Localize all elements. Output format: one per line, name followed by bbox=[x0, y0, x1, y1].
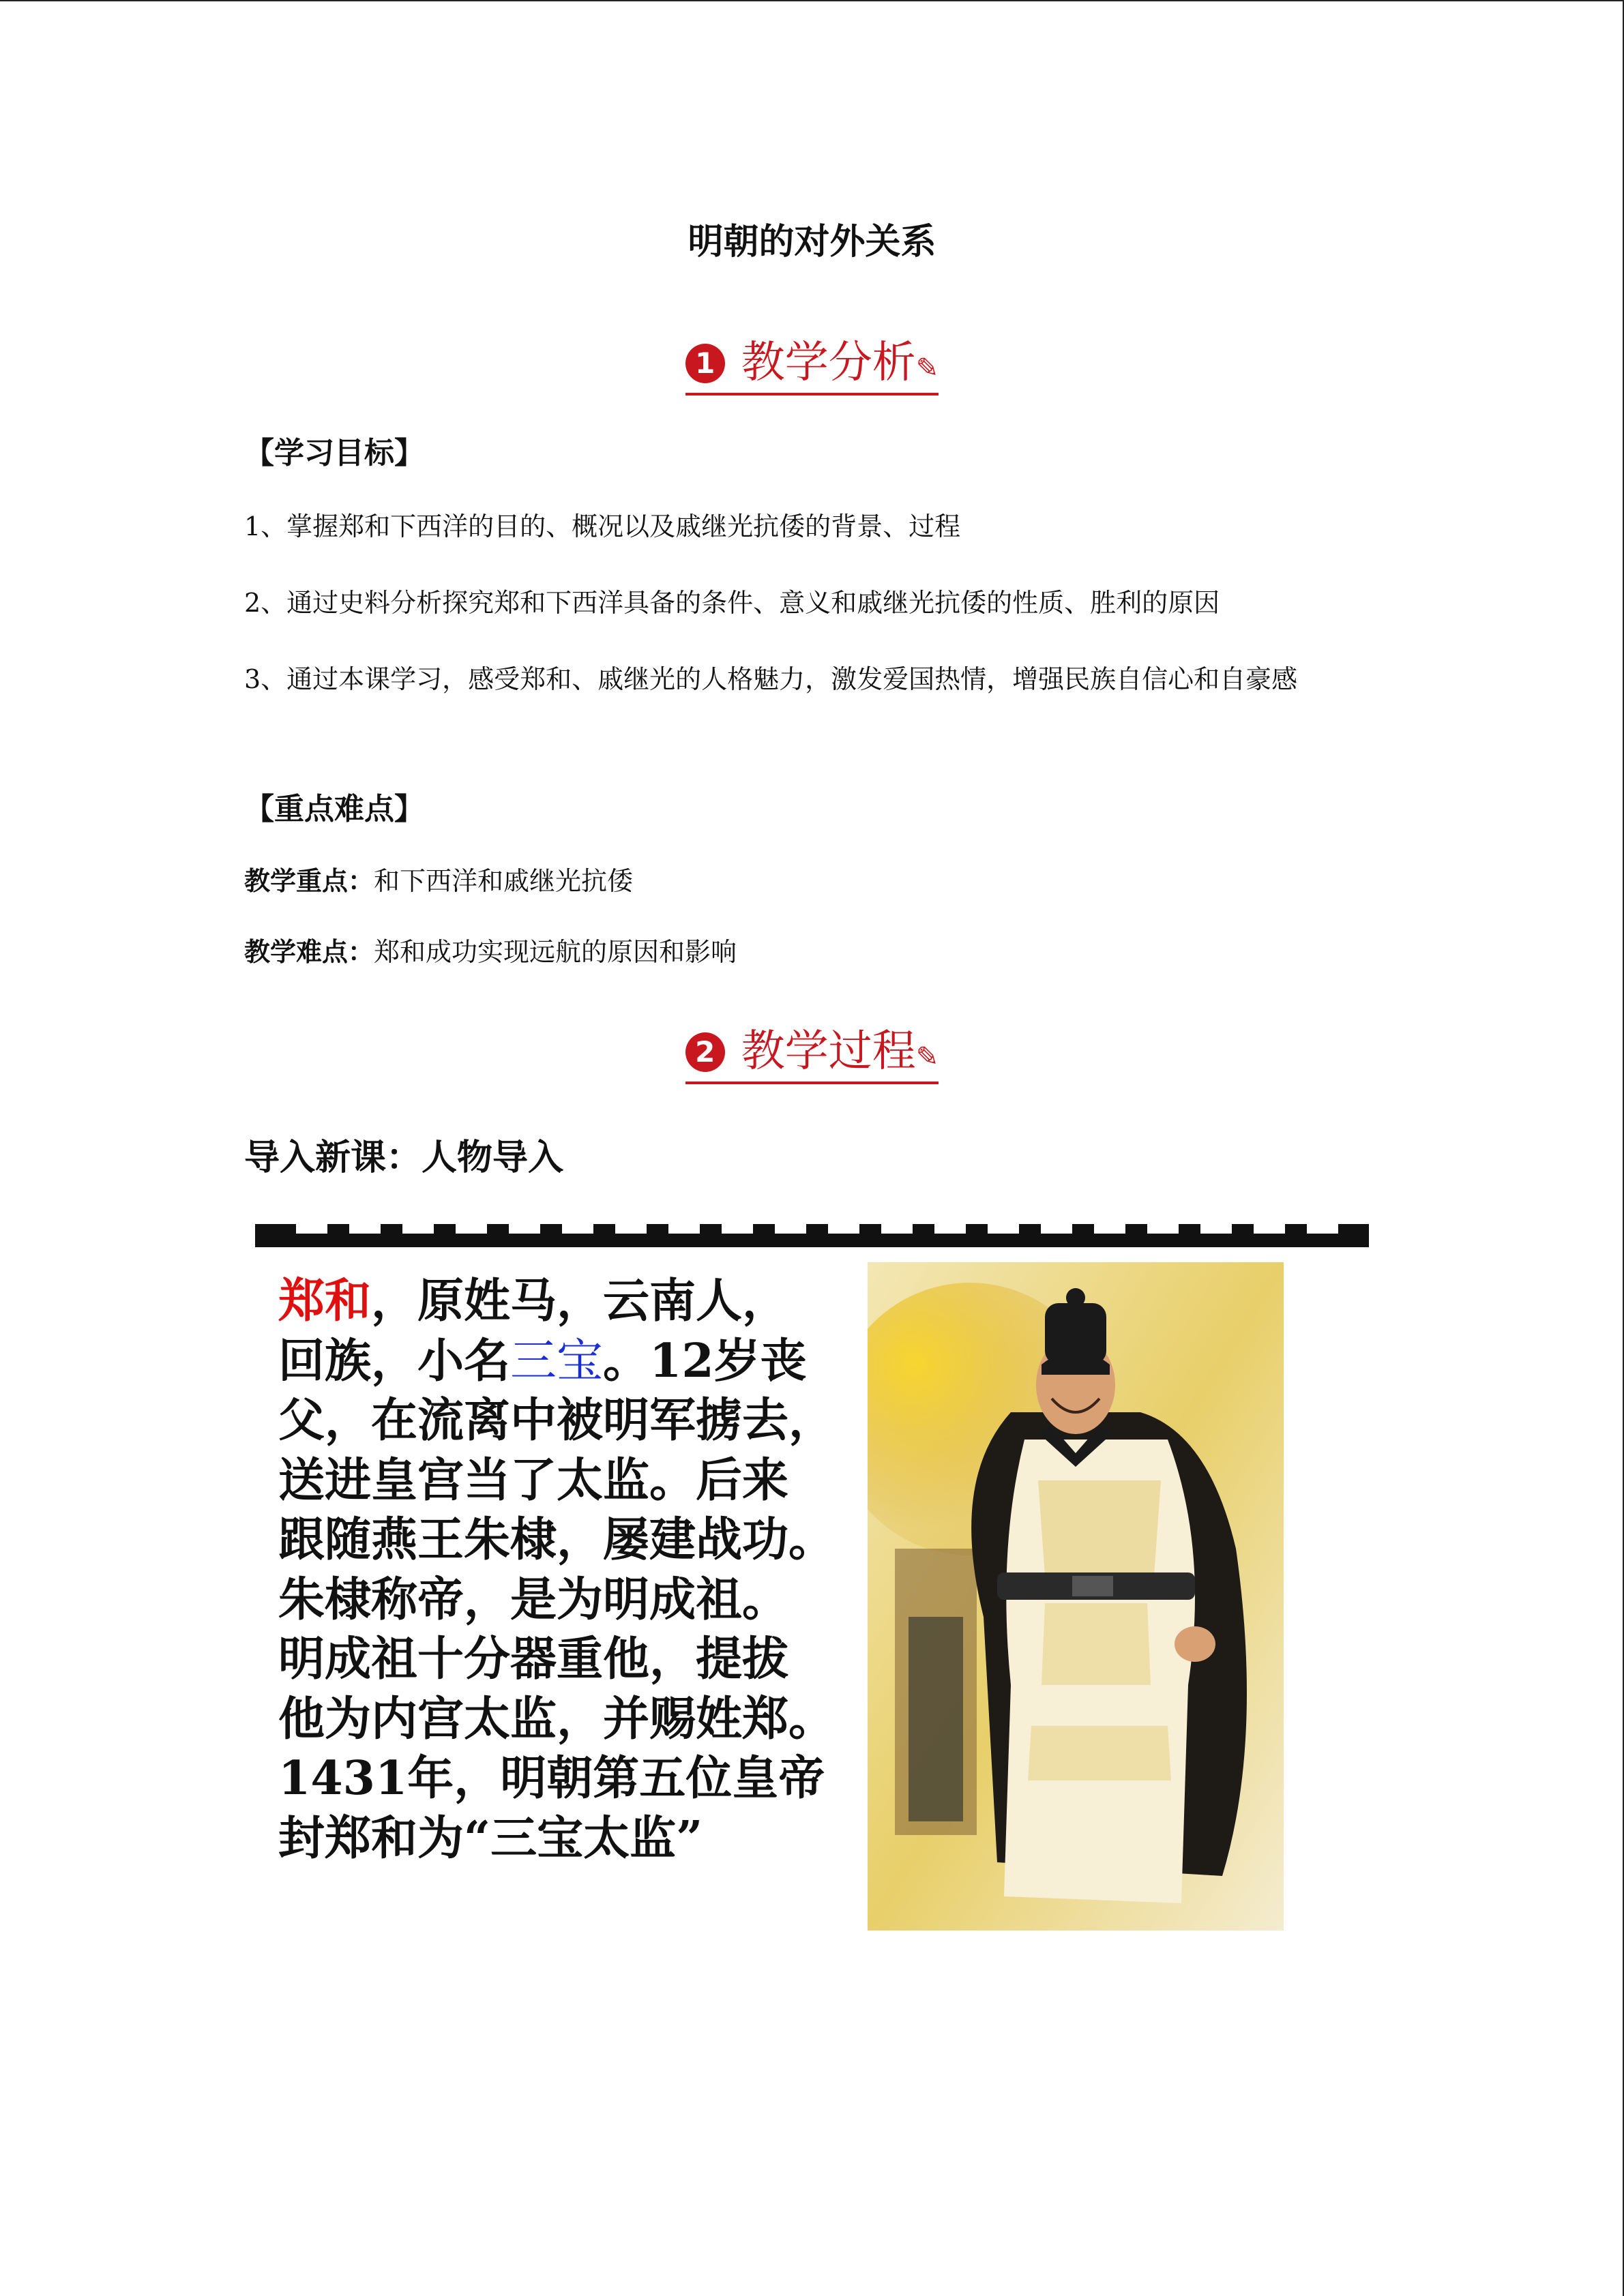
teaching-difficulty bbox=[244, 927, 1382, 976]
slide-line: 跟随燕王朱棣，屡建战功。 bbox=[278, 1512, 836, 1567]
document-title: 明朝的对外关系 bbox=[688, 221, 936, 263]
filmstrip-hole bbox=[456, 1224, 487, 1234]
section-number-badge: 1 bbox=[685, 344, 725, 383]
filmstrip-border bbox=[255, 1224, 1369, 1247]
filmstrip-hole bbox=[1307, 1224, 1338, 1234]
slide-line-text: 回族，小名 bbox=[278, 1333, 511, 1388]
zheng-he-portrait bbox=[868, 1262, 1284, 1930]
section-heading-process bbox=[0, 1016, 1624, 1084]
objective-item: 2、通过史料分析探究郑和下西洋具备的条件、意义和戚继光抗倭的性质、胜利的原因 bbox=[244, 588, 1220, 618]
objectives-heading: 【学习目标】 bbox=[244, 436, 424, 471]
slide-line bbox=[278, 1272, 879, 1332]
slide-line: 明成祖十分器重他，提拔 bbox=[278, 1632, 789, 1686]
objective-item: 1、掌握郑和下西洋的目的、概况以及戚继光抗倭的背景、过程 bbox=[244, 511, 961, 541]
filmstrip-hole bbox=[1041, 1224, 1072, 1234]
pencil-mark-icon: ✎ bbox=[915, 1041, 939, 1073]
slide-line: 1431年，明朝第五位皇帝 bbox=[278, 1751, 825, 1806]
filmstrip-hole bbox=[562, 1224, 593, 1234]
filmstrip-hole bbox=[722, 1224, 753, 1234]
section-number-badge: 2 bbox=[685, 1032, 725, 1072]
filmstrip-hole bbox=[775, 1224, 806, 1234]
teaching-focus bbox=[244, 856, 1382, 906]
filmstrip-hole bbox=[349, 1224, 381, 1234]
filmstrip-hole bbox=[668, 1224, 700, 1234]
slide-line: 父，在流离中被明军掳去， bbox=[278, 1393, 836, 1448]
slide-line-text: ，原姓马，云南人， bbox=[371, 1274, 789, 1328]
filmstrip-hole bbox=[881, 1224, 913, 1234]
keypoints-heading: 【重点难点】 bbox=[244, 792, 424, 826]
filmstrip-hole bbox=[1200, 1224, 1232, 1234]
slide-line: 封郑和为“三宝太监” bbox=[278, 1810, 703, 1866]
page-top-border bbox=[0, 0, 1623, 1]
filmstrip-hole bbox=[615, 1224, 647, 1234]
pencil-mark-icon: ✎ bbox=[915, 353, 939, 384]
slide-line: 送进皇宫当了太监。后来 bbox=[278, 1452, 789, 1508]
section-label: 教学过程 bbox=[741, 1026, 916, 1077]
sanbao-name: 三宝 bbox=[510, 1334, 604, 1388]
slide-text bbox=[278, 1272, 879, 1868]
teaching-difficulty-text: 郑和成功实现远航的原因和影响 bbox=[374, 937, 737, 967]
filmstrip-hole bbox=[509, 1224, 540, 1234]
filmstrip-hole bbox=[402, 1224, 434, 1234]
teaching-difficulty-label: 教学难点： bbox=[244, 936, 374, 967]
objective-item: 3、通过本课学习，感受郑和、戚继光的人格魅力，激发爱国热情，增强民族自信心和自豪感 bbox=[244, 664, 1298, 694]
slide-line-text: 。12岁丧 bbox=[603, 1333, 807, 1388]
intro-heading: 导入新课：人物导入 bbox=[244, 1137, 564, 1178]
filmstrip-hole bbox=[828, 1224, 859, 1234]
filmstrip-hole bbox=[1254, 1224, 1285, 1234]
filmstrip-hole bbox=[296, 1224, 327, 1234]
teaching-focus-label: 教学重点： bbox=[244, 865, 374, 896]
filmstrip-hole bbox=[1147, 1224, 1179, 1234]
filmstrip-hole bbox=[988, 1224, 1019, 1234]
slide-line: 朱棣称帝，是为明成祖。 bbox=[278, 1572, 789, 1627]
section-heading-analysis bbox=[0, 327, 1624, 396]
slide-line: 他为内宫太监，并赐姓郑。 bbox=[278, 1691, 836, 1746]
slide-image bbox=[255, 1224, 1369, 1933]
section-label: 教学分析 bbox=[741, 338, 916, 388]
slide-line bbox=[278, 1332, 879, 1392]
filmstrip-hole bbox=[1094, 1224, 1125, 1234]
teaching-focus-text: 和下西洋和戚继光抗倭 bbox=[374, 866, 634, 896]
filmstrip-hole bbox=[934, 1224, 966, 1234]
zheng-he-name: 郑和 bbox=[278, 1274, 372, 1328]
